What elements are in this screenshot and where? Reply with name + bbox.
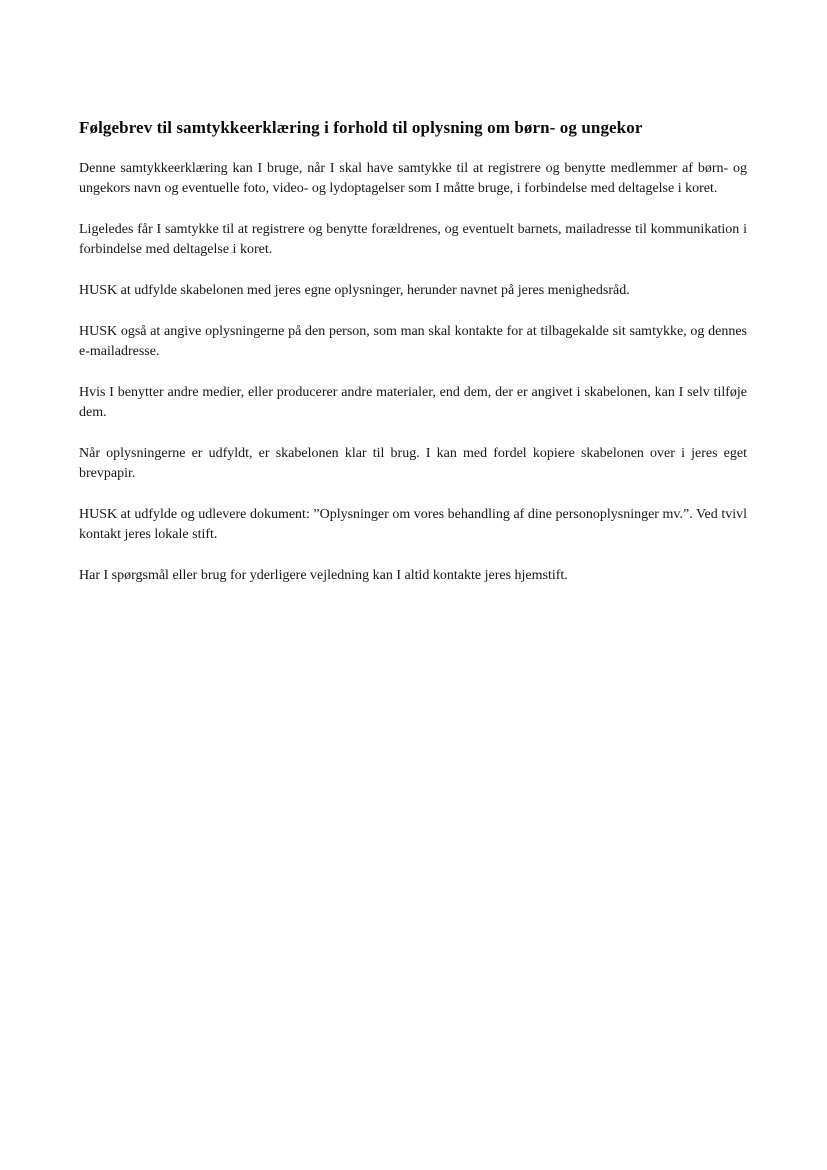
paragraph-husk-template: HUSK at udfylde skabelonen med jeres egne oplysninger, herunder navnet på jeres menighedsråd. — [79, 283, 630, 298]
paragraph-intro-consent: Denne samtykkeerklæring kan I bruge, når I skal have samtykke til at registrere og benytte medlemmer af børn- og ungekors navn og eventuelle foto, video- og lydoptagelser som I måtte bruge, i forbindelse med deltagelse i koret. — [79, 161, 747, 196]
paragraph-husk-document: HUSK at udfylde og udlevere dokument: ”Oplysninger om vores behandling af dine personoplysninger mv.”. Ved tvivl kontakt jeres lokale stift. — [79, 507, 747, 542]
paragraph-template-ready: Når oplysningerne er udfyldt, er skabelonen klar til brug. I kan med fordel kopiere skabelonen over i jeres eget brevpapir. — [79, 446, 747, 481]
paragraph-mail-consent: Ligeledes får I samtykke til at registrere og benytte forældrenes, og eventuelt barnets, mailadresse til kommunikation i forbindelse med deltagelse i koret. — [79, 222, 747, 257]
paragraph-questions: Har I spørgsmål eller brug for yderligere vejledning kan I altid kontakte jeres hjemstift. — [79, 568, 568, 583]
paragraph-husk-contact-person: HUSK også at angive oplysningerne på den person, som man skal kontakte for at tilbagekalde sit samtykke, og dennes e-mailadresse. — [79, 324, 747, 359]
paragraph-other-media: Hvis I benytter andre medier, eller producerer andre materialer, end dem, der er angivet i skabelonen, kan I selv tilføje dem. — [79, 385, 747, 420]
document-title: Følgebrev til samtykkeerklæring i forhold til oplysning om børn- og ungekor — [79, 118, 643, 137]
